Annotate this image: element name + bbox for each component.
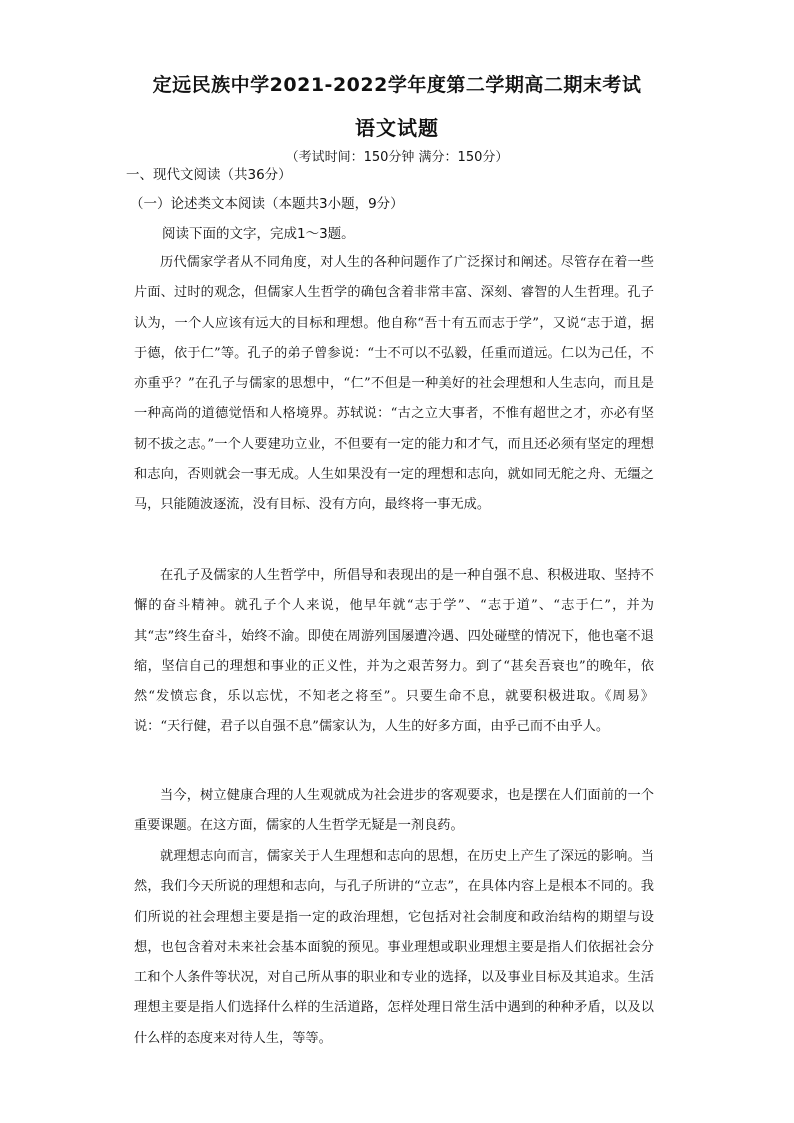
exam-info: （考试时间：150分钟 满分：150分）: [285, 150, 509, 165]
passage-paragraph-2: 在孔子及儒家的人生哲学中，所倡导和表现出的是一种自强不息、积极进取、坚持不懈的奋斗精神。就孔子个人来说，他早年就“志于学”、“志于道”、“志于仁”，并为其“志”终生奋斗，始终不渝。即使在周游列国屡遭冷遇、四处碰壁的情况下，他也毫不退缩，坚信自己的理想和事业的正义性，并为之艰苦努力。到了“甚矣吾衰也”的晚年，依然“发愤忘食，乐以忘忧，不知老之将至”。只要生命不息，就要积极进取。《周易》说：“天行健，君子以自强不息”儒家认为，人生的好多方面，由乎己而不由乎人。: [134, 568, 654, 735]
subject-title: 语文试题: [355, 116, 439, 140]
passage-paragraph-3: 当今，树立健康合理的人生观就成为社会进步的客观要求，也是摆在人们面前的一个重要课题。在这方面，儒家的人生哲学无疑是一剂良药。: [134, 788, 654, 834]
reading-instruction: 阅读下面的文字，完成1～3题。: [162, 226, 355, 242]
passage-paragraph-4: 就理想志向而言，儒家关于人生理想和志向的思想，在历史上产生了深远的影响。当然，我们今天所说的理想和志向，与孔子所讲的“立志”，在具体内容上是根本不同的。我们所说的社会理想主要是指一定的政治理想，它包括对社会制度和政治结构的期望与设想，也包含着对未来社会基本面貌的预见。事业理想或职业理想主要是指人们依据社会分工和个人条件等状况，对自己所从事的职业和专业的选择，以及事业目标及其追求。生活理想主要是指人们选择什么样的生活道路，怎样处理日常生活中遇到的种种矛盾，以及以什么样的态度来对待人生，等等。: [134, 849, 654, 1046]
subsection-heading-argumentative: （一）论述类文本阅读（本题共3小题，9分）: [130, 196, 404, 212]
exam-title: 定远民族中学2021-2022学年度第二学期高二期末考试: [152, 74, 642, 96]
passage-paragraph-1: 历代儒家学者从不同角度，对人生的各种问题作了广泛探讨和阐述。尽管存在着一些片面、过时的观念，但儒家人生哲学的确包含着非常丰富、深刻、睿智的人生哲理。孔子认为，一个人应该有远大的目标和理想。他自称“吾十有五而志于学”，又说“志于道，据于德，依于仁”等。孔子的弟子曾参说：“士不可以不弘毅，任重而道远。仁以为己任，不亦重乎？”在孔子与儒家的思想中，“仁”不但是一种美好的社会理想和人生志向，而且是一种高尚的道德觉悟和人格境界。苏轼说：“古之立大事者，不惟有超世之才，亦必有坚韧不拔之志。”一个人要建功立业，不但要有一定的能力和才气，而且还必须有坚定的理想和志向，否则就会一事无成。人生如果没有一定的理想和志向，就如同无舵之舟、无缰之马，只能随波逐流，没有目标、没有方向，最终将一事无成。: [134, 255, 654, 513]
section-heading-reading: 一、现代文阅读（共36分）: [126, 167, 292, 183]
